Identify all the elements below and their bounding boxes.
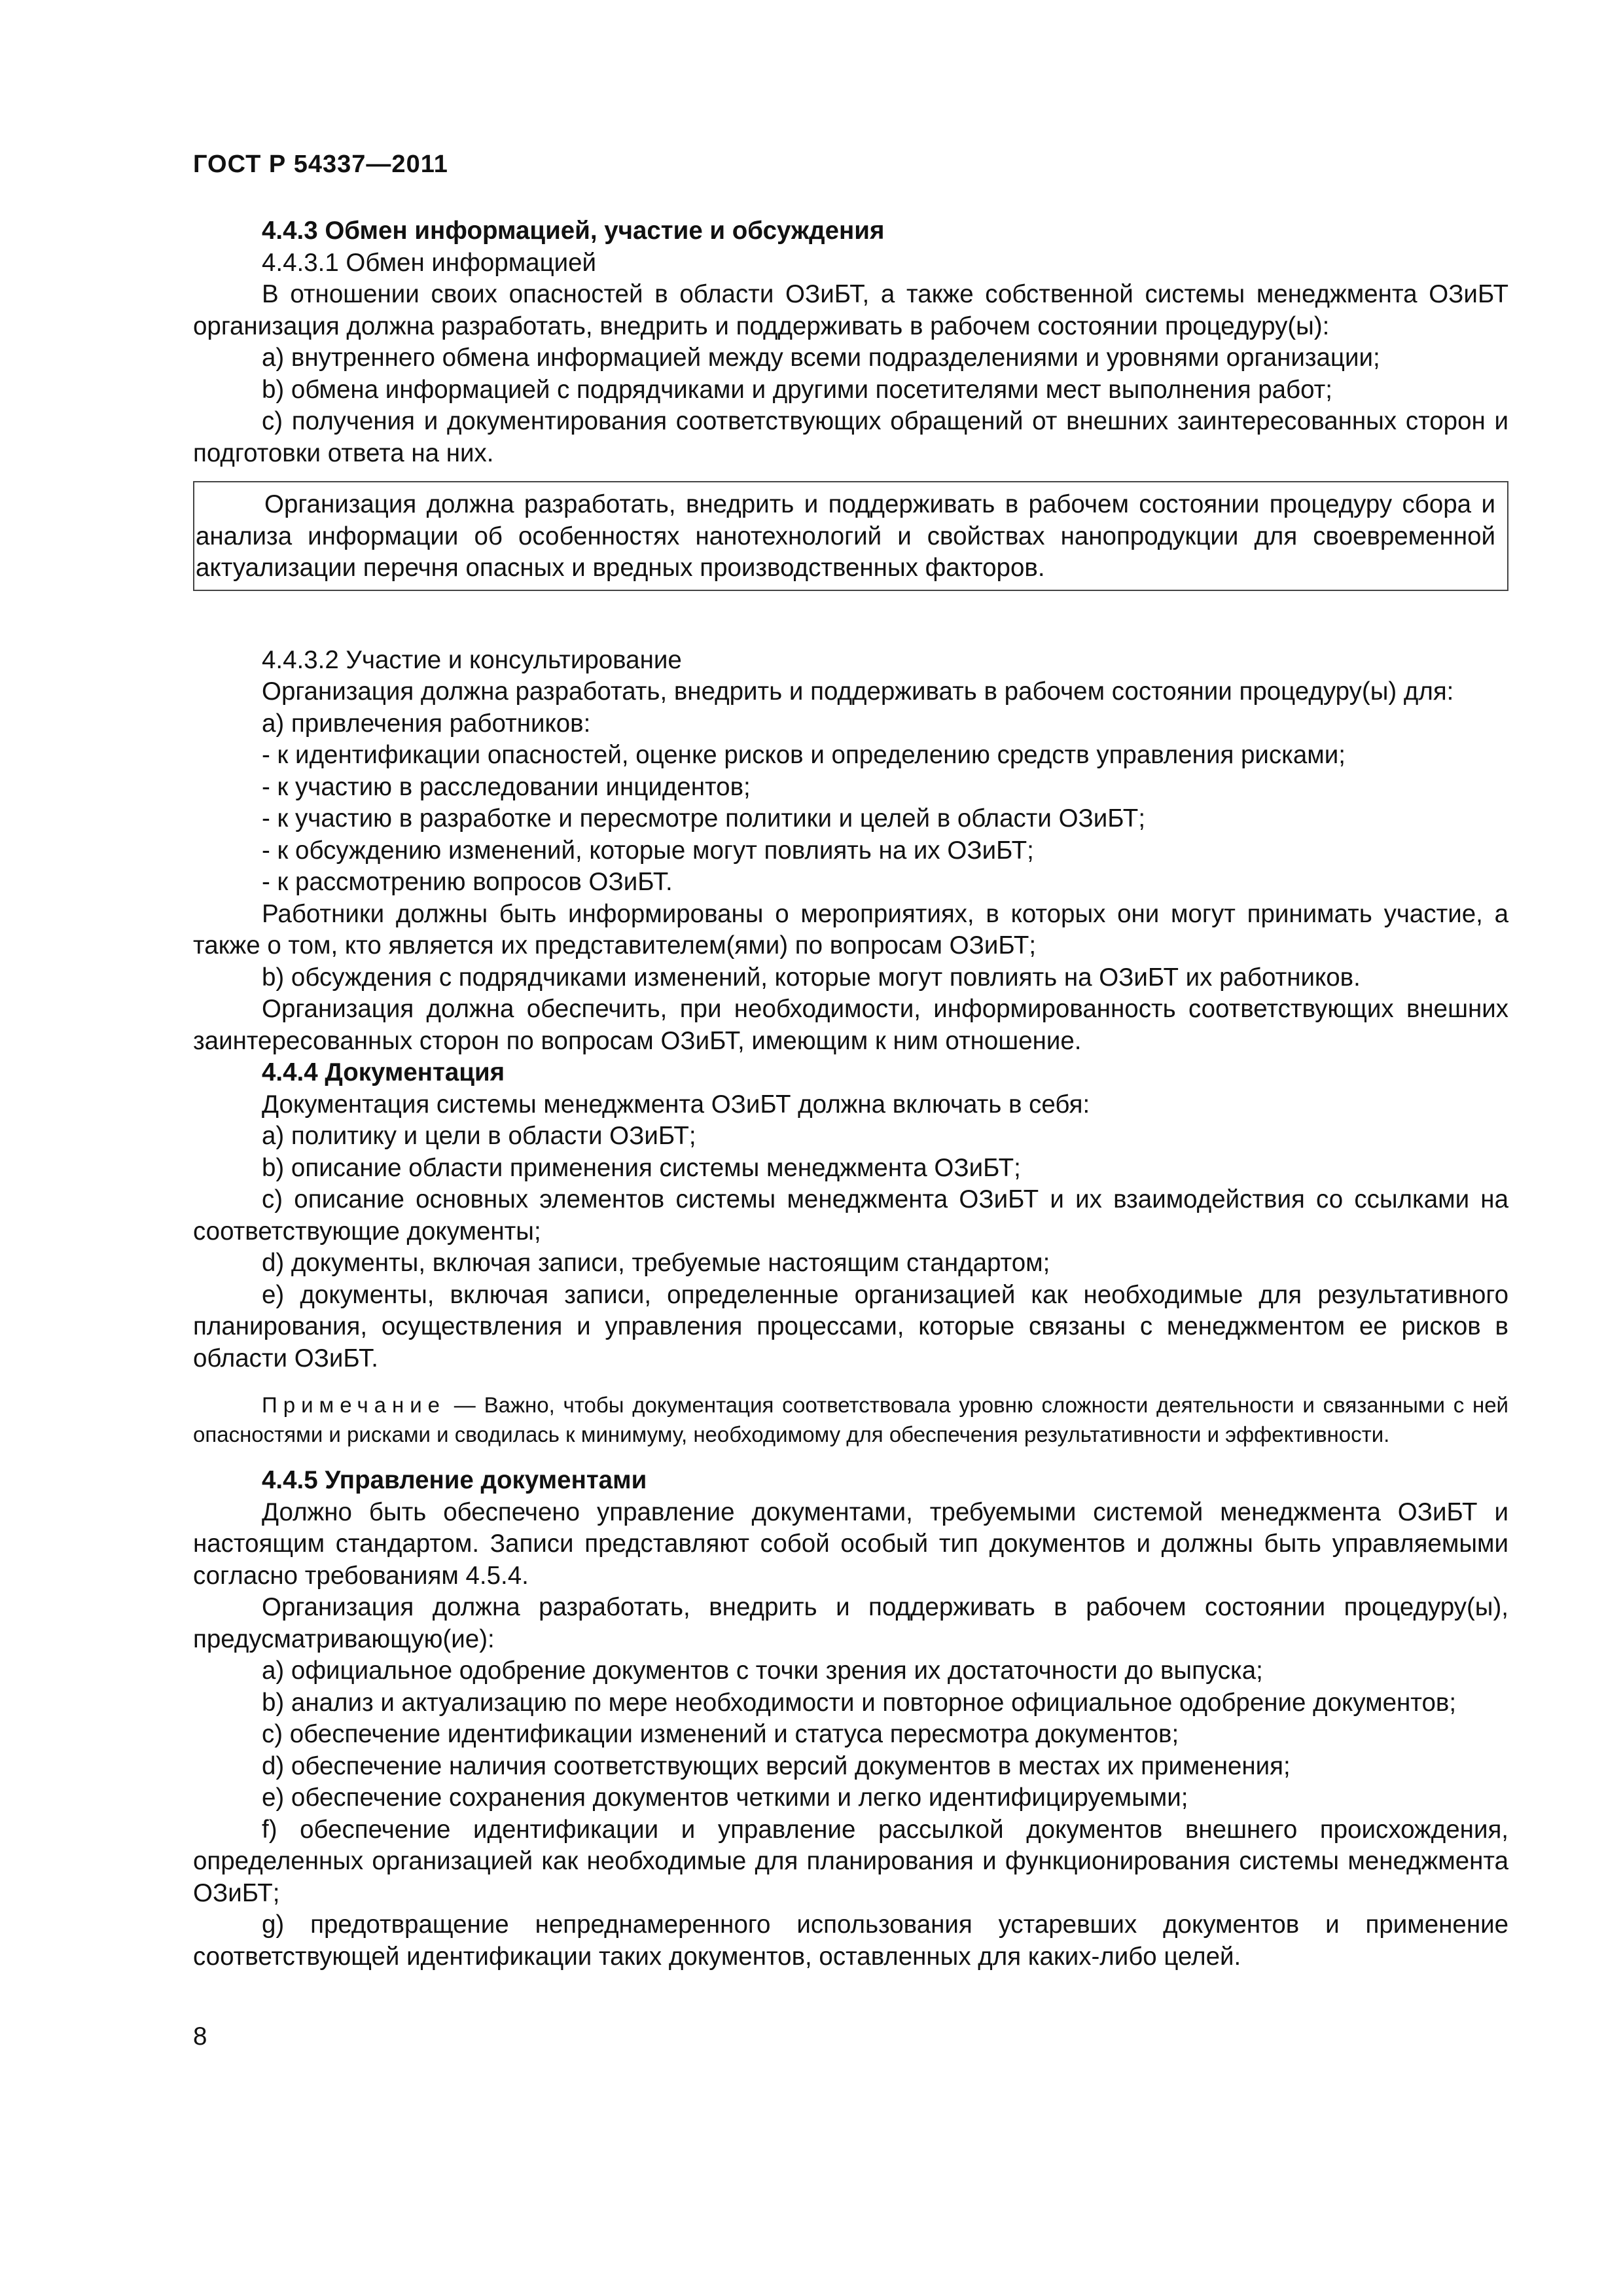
subsection-4-4-3-1-title: 4.4.3.1 Обмен информацией	[262, 248, 597, 277]
list-item-policy-objectives: a) политику и цели в области ОЗиБТ;	[262, 1122, 696, 1150]
paragraph-workers-informed: Работники должны быть информированы о мероприятиях, в которых они могут принимать участие, а также о том, кто является их представителем(ями) по вопросам ОЗиБТ;	[193, 899, 1508, 960]
nanotech-requirement-box	[193, 481, 1508, 591]
list-item-internal-communication: a) внутреннего обмена информацией между всеми подразделениями и уровнями организации;	[262, 344, 1380, 372]
paragraph-documentation-intro: Документация системы менеджмента ОЗиБТ должна включать в себя:	[262, 1090, 1090, 1119]
boxed-paragraph: Организация должна разработать, внедрить и поддерживать в рабочем состоянии процедуру сбора и анализа информации об особенностях нанотехнологий и свойствах нанопродукции для своевременной актуализации перечня опасных и вредных производственных факторов.	[196, 490, 1495, 582]
list-item-scope-description: b) описание области применения системы менеджмента ОЗиБТ;	[262, 1153, 1021, 1182]
list-item-version-availability: d) обеспечение наличия соответствующих версий документов в местах их применения;	[262, 1751, 1291, 1780]
dash-item-ohs-issues: - к рассмотрению вопросов ОЗиБТ.	[262, 868, 673, 896]
dash-item-hazard-identification: - к идентификации опасностей, оценке рисков и определению средств управления рисками;	[262, 741, 1346, 769]
list-item-worker-involvement: a) привлечения работников:	[262, 709, 591, 738]
document-page	[193, 147, 1508, 2242]
paragraph-document-control-intro: Должно быть обеспечено управление документами, требуемыми системой менеджмента ОЗиБТ и настоящим стандартом. Записи представляют собой особый тип документов и должны быть управляемыми согласно требованиям 4.5.4.	[193, 1498, 1508, 1590]
list-item-required-records: d) документы, включая записи, требуемые настоящим стандартом;	[262, 1249, 1050, 1277]
list-item-external-documents: f) обеспечение идентификации и управление рассылкой документов внешнего происхождения, определенных организацией как необходимые для планирования и функционирования системы менеджмента ОЗиБТ;	[193, 1815, 1508, 1907]
list-item-review-update: b) анализ и актуализацию по мере необходимости и повторное официальное одобрение документов;	[262, 1688, 1457, 1717]
list-item-obsolete-documents: g) предотвращение непреднамеренного использования устаревших документов и применение соответствующей идентификации таких документов, оставленных для каких-либо целей.	[193, 1910, 1508, 1971]
note-text: — Важно, чтобы документация соответствовала уровню сложности деятельности и связанными с ней опасностями и рисками и сводилась к минимуму, необходимому для обеспечения результативности и эффективности.	[193, 1393, 1508, 1446]
section-4-4-4-title: 4.4.4 Документация	[262, 1058, 505, 1086]
section-4-4-3-title: 4.4.3 Обмен информацией, участие и обсуждения	[262, 217, 885, 245]
dash-item-change-discussion: - к обсуждению изменений, которые могут повлиять на их ОЗиБТ;	[262, 836, 1034, 865]
list-item-contractor-consultation: b) обсуждения с подрядчиками изменений, которые могут повлиять на ОЗиБТ их работников.	[262, 963, 1361, 992]
note-label: Примечание	[262, 1393, 446, 1417]
list-item-contractor-communication: b) обмена информацией с подрядчиками и другими посетителями мест выполнения работ;	[262, 375, 1333, 404]
list-item-approval: a) официальное одобрение документов с точки зрения их достаточности до выпуска;	[262, 1657, 1263, 1685]
list-item-change-identification: c) обеспечение идентификации изменений и статуса пересмотра документов;	[262, 1720, 1179, 1748]
section-4-4-5-title: 4.4.5 Управление документами	[262, 1466, 647, 1494]
dash-item-policy-development: - к участию в разработке и пересмотре политики и целей в области ОЗиБТ;	[262, 804, 1146, 833]
list-item-external-requests: c) получения и документирования соответствующих обращений от внешних заинтересованных сторон и подготовки ответа на них.	[193, 407, 1508, 467]
paragraph-communication-intro: В отношении своих опасностей в области ОЗиБТ, а также собственной системы менеджмента ОЗиБТ организация должна разработать, внедрить и поддерживать в рабочем состоянии процедуру(ы):	[193, 280, 1508, 340]
paragraph-participation-intro: Организация должна разработать, внедрить и поддерживать в рабочем состоянии процедуру(ы) для:	[262, 677, 1454, 706]
list-item-main-elements: c) описание основных элементов системы менеджмента ОЗиБТ и их взаимодействия со ссылками на соответствующие документы;	[193, 1185, 1508, 1246]
list-item-legibility: e) обеспечение сохранения документов четкими и легко идентифицируемыми;	[262, 1784, 1188, 1812]
paragraph-document-procedures: Организация должна разработать, внедрить и поддерживать в рабочем состоянии процедуру(ы), предусматривающую(ие):	[193, 1593, 1508, 1653]
list-item-organization-documents: e) документы, включая записи, определенные организацией как необходимые для результативного планирования, осуществления и управления процессами, которые связаны с менеджментом ее рисков в области ОЗиБТ.	[193, 1280, 1508, 1372]
page-number: 8	[193, 2022, 207, 2051]
documentation-note	[193, 1390, 1508, 1449]
document-header: ГОСТ Р 54337—2011	[193, 151, 448, 178]
subsection-4-4-3-2-title: 4.4.3.2 Участие и консультирование	[262, 645, 682, 674]
dash-item-incident-investigation: - к участию в расследовании инцидентов;	[262, 772, 751, 801]
paragraph-external-parties: Организация должна обеспечить, при необходимости, информированность соответствующих внешних заинтересованных сторон по вопросам ОЗиБТ, имеющим к ним отношение.	[193, 995, 1508, 1055]
